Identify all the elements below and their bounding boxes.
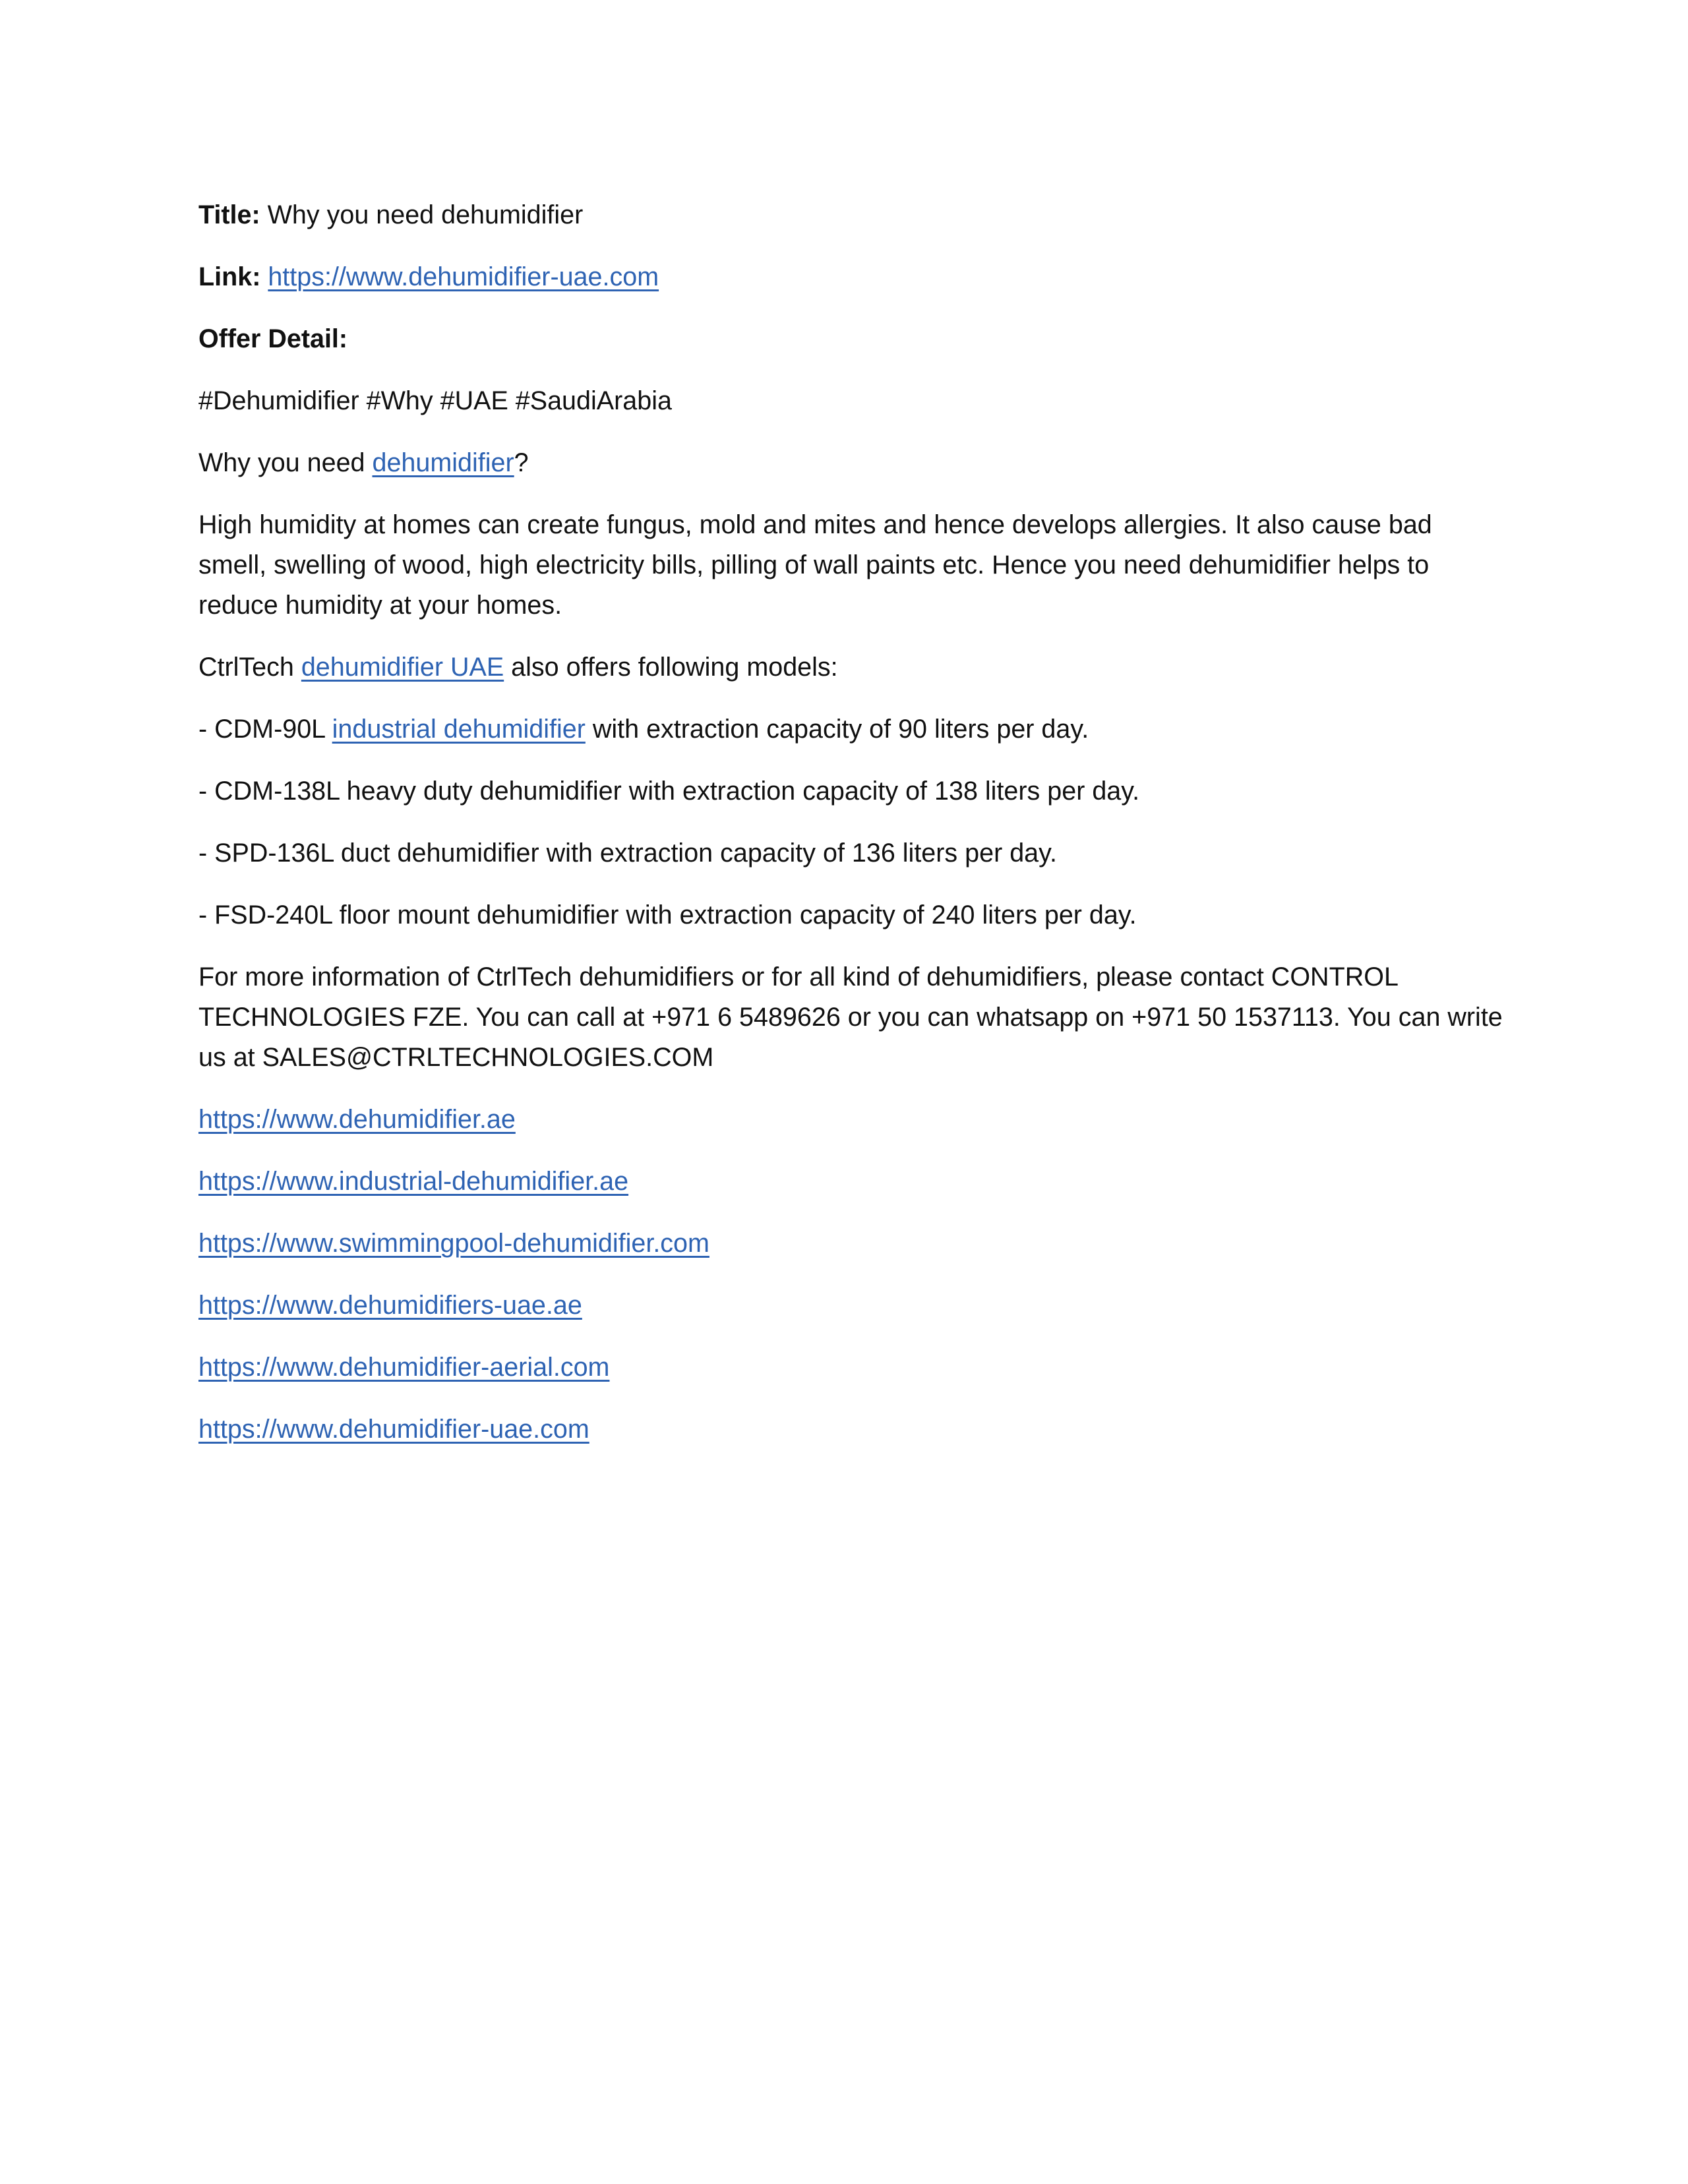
hashtags-line: #Dehumidifier #Why #UAE #SaudiArabia [198,386,672,415]
url-link-industrial-dehumidifier-ae[interactable]: https://www.industrial-dehumidifier.ae [198,1167,629,1196]
model-item-cdm-138l: - CDM-138L heavy duty dehumidifier with extraction capacity of 138 liters per day. [198,777,1140,806]
link-line [198,257,1504,297]
url-link-swimmingpool-dehumidifier[interactable]: https://www.swimmingpool-dehumidifier.com [198,1229,709,1258]
contact-paragraph: For more information of CtrlTech dehumidifiers or for all kind of dehumidifiers, please contact CONTROL TECHNOLOGIES FZE. You can call at +971 6 5489626 or you can whatsapp on +971 50 1537113. You can write us at SALES@CTRLTECHNOLOGIES.COM [198,962,1503,1072]
main-link[interactable]: https://www.dehumidifier-uae.com [268,262,659,291]
url-line [198,1285,1504,1326]
url-link-dehumidifier-ae[interactable]: https://www.dehumidifier.ae [198,1105,516,1134]
url-line [198,1224,1504,1264]
offer-detail-label: Offer Detail: [198,324,348,353]
url-line [198,1100,1504,1140]
url-link-dehumidifier-uae[interactable]: https://www.dehumidifier-uae.com [198,1415,589,1444]
model-item-cdm-90l [198,709,1504,750]
url-line [198,1409,1504,1450]
model-item-fsd-240l: - FSD-240L floor mount dehumidifier with extraction capacity of 240 liters per day. [198,900,1137,930]
title-value: Why you need dehumidifier [267,200,584,229]
url-line [198,1347,1504,1388]
models-suffix: also offers following models: [504,653,838,682]
url-link-dehumidifiers-uae[interactable]: https://www.dehumidifiers-uae.ae [198,1291,582,1320]
model-1-prefix: - CDM-90L [198,715,332,744]
url-line [198,1162,1504,1202]
model-item-spd-136l: - SPD-136L duct dehumidifier with extraction capacity of 136 liters per day. [198,839,1057,868]
title-label: Title: [198,200,260,229]
dehumidifier-link[interactable]: dehumidifier [372,448,514,477]
offer-detail-line [198,319,1504,359]
dehumidifier-uae-link[interactable]: dehumidifier UAE [301,653,504,682]
document-content [198,195,1504,1471]
why-line [198,443,1504,483]
link-label: Link: [198,262,261,291]
models-intro-line [198,647,1504,688]
humidity-paragraph: High humidity at homes can create fungus, mold and mites and hence develops allergies. It also cause bad smell, swelling of wood, high electricity bills, pilling of wall paints etc. Hence you need dehumidifier helps to reduce humidity at your homes. [198,510,1432,620]
model-1-suffix: with extraction capacity of 90 liters per day. [585,715,1089,744]
url-link-dehumidifier-aerial[interactable]: https://www.dehumidifier-aerial.com [198,1353,610,1382]
title-line [198,195,1504,235]
industrial-dehumidifier-link[interactable]: industrial dehumidifier [332,715,586,744]
why-suffix: ? [514,448,529,477]
why-prefix: Why you need [198,448,373,477]
models-prefix: CtrlTech [198,653,301,682]
